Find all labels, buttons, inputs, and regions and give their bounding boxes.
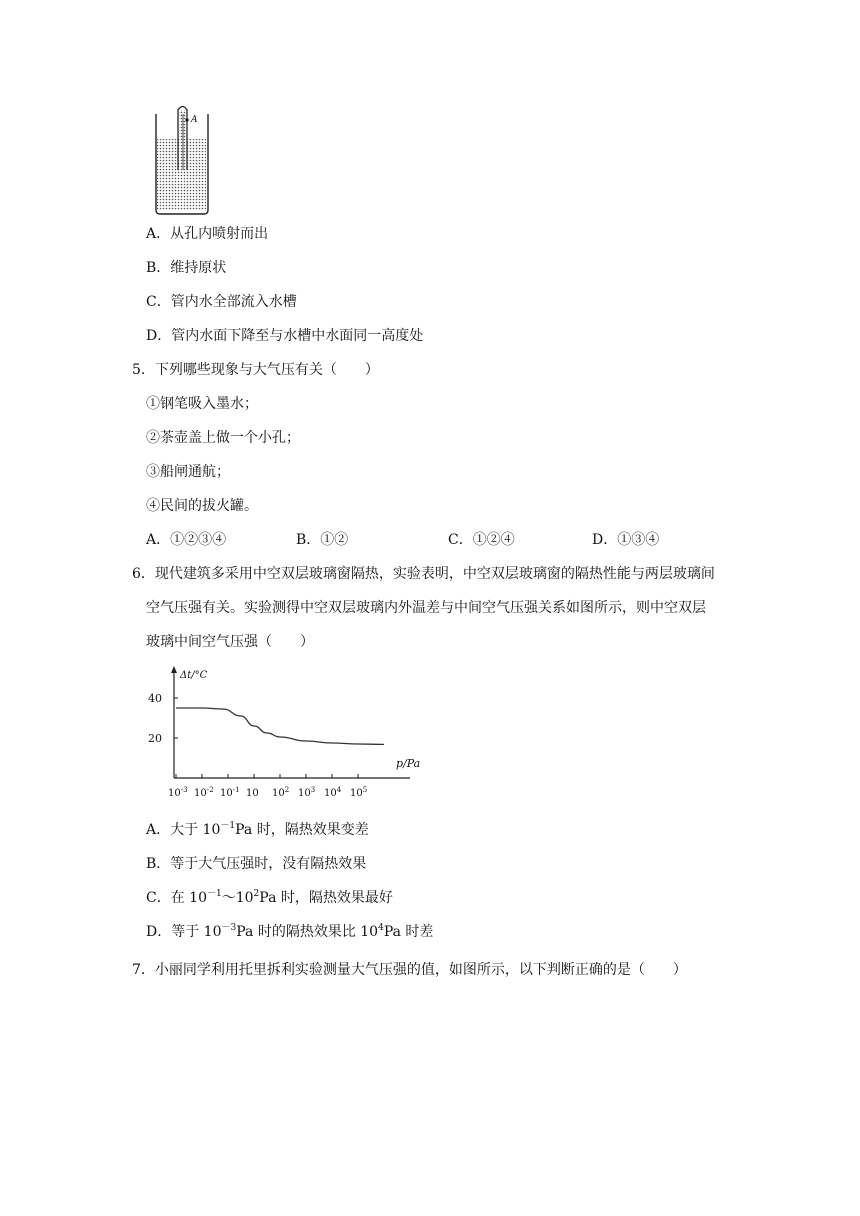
q6-stem-line-2: 空气压强有关。实验测得中空双层玻璃内外温差与中间空气压强关系如图所示，则中空双层 bbox=[146, 600, 706, 616]
q4-option-d: D．管内水面下降至与水槽中水面同一高度处 bbox=[146, 328, 424, 344]
q4-option-a: A．从孔内喷射而出 bbox=[146, 226, 269, 242]
q6-option-c-sup: －1 bbox=[206, 889, 222, 899]
q5-option-c: C．①②④ bbox=[448, 532, 515, 548]
q5-item-4: ④民间的拔火罐。 bbox=[146, 498, 258, 514]
q4-option-c: C．管内水全部流入水槽 bbox=[146, 294, 297, 310]
q7-stem: 7．小丽同学利用托里拆利实验测量大气压强的值，如图所示，以下判断正确的是（ ） bbox=[132, 962, 687, 978]
q5-option-d: D．①③④ bbox=[592, 532, 660, 548]
q6-option-c-sup2: 2 bbox=[253, 889, 260, 899]
q6-option-d bbox=[146, 923, 433, 941]
q5-options bbox=[146, 531, 746, 549]
q6-option-b: B．等于大气压强时，没有隔热效果 bbox=[146, 856, 367, 872]
y-axis-arrow bbox=[171, 666, 177, 673]
x-tick-label: $10^2$ bbox=[272, 786, 290, 799]
q6-option-d-sup2: 4 bbox=[378, 923, 384, 933]
x-tick-label: $10^5$ bbox=[350, 786, 368, 799]
q6-option-c-post: Pa 时，隔热效果最好 bbox=[259, 890, 393, 906]
y-axis-label: Δt/°C bbox=[180, 670, 208, 681]
q4-figure bbox=[150, 102, 214, 218]
q6-option-a-post: Pa 时，隔热效果变差 bbox=[235, 822, 369, 838]
q6-option-a-pre: A．大于 10 bbox=[146, 822, 221, 838]
q6-option-a-sup: －1 bbox=[220, 821, 236, 831]
series-line bbox=[176, 708, 384, 744]
q5-item-2: ②茶壶盖上做一个小孔； bbox=[146, 430, 300, 446]
q6-option-d-sup: －3 bbox=[221, 923, 237, 933]
q6-chart bbox=[140, 658, 430, 808]
q6-option-a bbox=[146, 821, 369, 839]
y-tick-label: 20 bbox=[148, 732, 162, 745]
x-tick-label: $10^4$ bbox=[324, 786, 342, 799]
q6-option-d-pre: D．等于 10 bbox=[146, 924, 222, 940]
q6-option-c-pre: C．在 10 bbox=[146, 890, 207, 906]
x-tick-label: $10^{-3}$ bbox=[168, 786, 188, 799]
q5-option-a: A．①②③④ bbox=[146, 532, 227, 548]
q6-stem-line-1: 6．现代建筑多采用中空双层玻璃窗隔热，实验表明，中空双层玻璃窗的隔热性能与两层玻璃间 bbox=[132, 566, 715, 582]
x-axis-label: p/Pa bbox=[396, 757, 421, 770]
q4-option-b: B．维持原状 bbox=[146, 260, 227, 276]
x-tick-label: $10^{-2}$ bbox=[194, 786, 214, 799]
q6-option-c-mid: ～10 bbox=[221, 890, 254, 906]
x-tick-label: 10 bbox=[246, 788, 259, 799]
q5-item-1: ①钢笔吸入墨水； bbox=[146, 396, 258, 412]
q5-item-3: ③船闸通航； bbox=[146, 464, 230, 480]
x-tick-label: $10^{-1}$ bbox=[220, 786, 240, 799]
q5-stem: 5．下列哪些现象与大气压有关（ ） bbox=[132, 362, 379, 378]
q6-option-d-mid: Pa 时的隔热效果比 10 bbox=[236, 924, 379, 940]
tube-water bbox=[179, 110, 186, 170]
q5-option-b: B．①② bbox=[296, 532, 349, 548]
x-tick-label: $10^3$ bbox=[298, 786, 316, 799]
q6-stem-line-3: 玻璃中间空气压强（ ） bbox=[146, 634, 314, 650]
y-tick-label: 40 bbox=[148, 692, 162, 705]
q6-option-d-post: Pa 时差 bbox=[383, 924, 434, 940]
hole-a-dot bbox=[185, 118, 188, 121]
q6-option-c bbox=[146, 889, 393, 907]
label-a: A bbox=[191, 115, 198, 125]
